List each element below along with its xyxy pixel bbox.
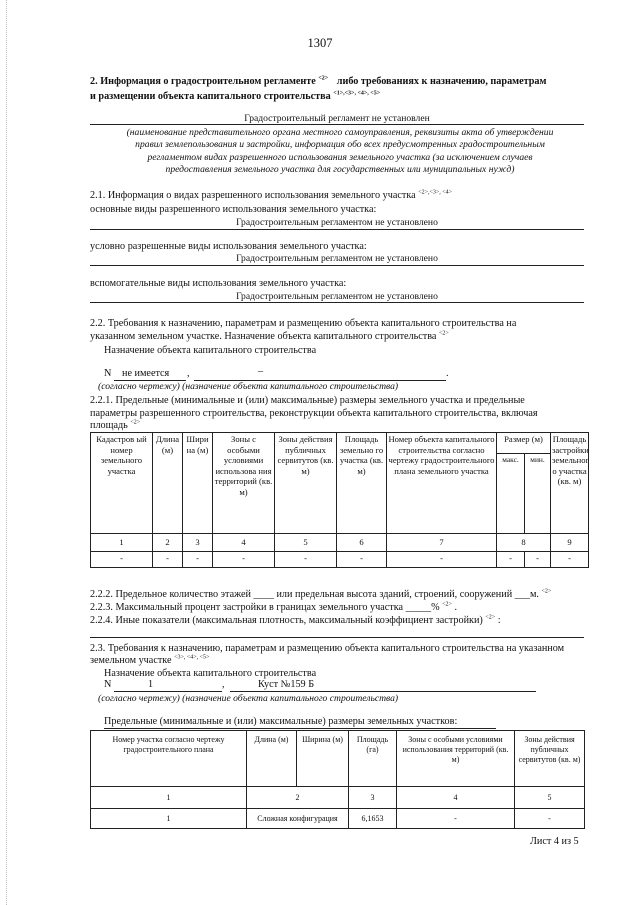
s22-n-label: N <box>104 368 112 379</box>
table-number-cell: 4 <box>397 787 515 809</box>
table-header-cell: Площадь (га) <box>349 731 397 787</box>
s224-tail: : <box>497 615 501 626</box>
table-header-cell: Шири на (м) <box>183 433 213 534</box>
s21-cond-label: условно разрешенные виды использования земельного участка: <box>90 241 367 252</box>
page-number: 1307 <box>307 36 333 50</box>
page-margin <box>6 0 7 905</box>
regulation-value: Градостроительный регламент не установлен <box>244 113 430 124</box>
table-header-cell: Длина (м) <box>153 433 183 534</box>
s21-cond-value: Градостроительным регламентом не установлено <box>236 253 438 264</box>
table-cell: - <box>275 552 337 568</box>
table-number-cell: 2 <box>247 787 349 809</box>
table-number-cell: 1 <box>91 787 247 809</box>
table-cell: 1 <box>91 809 247 829</box>
section2-heading-text: 2. Информация о градостроительном регламенте <box>90 76 316 87</box>
table-number-cell: 5 <box>275 534 337 552</box>
table-cell: - <box>525 552 551 568</box>
section2-heading-line2-text: и размещении объекта капитального строительства <box>90 91 331 102</box>
regulation-note-line: правил землепользования и застройки, информация обо всех предусмотренных градостроительным <box>135 139 545 151</box>
s23-purpose-label: Назначение объекта капитального строительства <box>104 668 317 679</box>
table-header-cell: Зоны с особыми условиями использования территорий (кв. м) <box>397 731 515 787</box>
table-header-cell: Номер объекта капитального строительства согласно чертежу градостроительного плана земельного участка <box>387 433 497 534</box>
section2-heading-tail: либо требованиях к назначению, параметрам <box>336 76 547 87</box>
s22-title-line2 <box>90 331 449 342</box>
regulation-note <box>90 127 590 177</box>
s223-sup: <2> <box>442 601 452 608</box>
table-cell: - <box>337 552 387 568</box>
table-header-cell: Зоны действия публичных сервитутов (кв. м) <box>275 433 337 534</box>
s21-title <box>90 190 452 201</box>
s224-text <box>90 615 501 626</box>
s22-n-dot: . <box>446 368 449 379</box>
s22-n-value: не имеется <box>122 368 170 379</box>
table-number-cell: 3 <box>183 534 213 552</box>
table-number-cell: 5 <box>515 787 585 809</box>
s223-text <box>90 602 457 613</box>
s21-aux-value: Градостроительным регламентом не установлено <box>236 291 438 302</box>
s223-tail: . <box>454 602 458 613</box>
sheet-footer: Лист 4 из 5 <box>530 836 579 847</box>
s23-line2 <box>90 655 209 666</box>
table-cell: - <box>213 552 275 568</box>
table-cell: Сложная конфигурация <box>247 809 349 829</box>
land-plots-table <box>90 730 585 829</box>
table-number-cell: 3 <box>349 787 397 809</box>
table-cell: - <box>153 552 183 568</box>
table-subheader-cell: мин. <box>525 454 551 534</box>
section2-heading-sup: <2> <box>318 75 329 82</box>
table-header-cell: Зоны действия публичных сервитутов (кв. м) <box>515 731 585 787</box>
s22-title-line2-text: указанном земельном участке. Назначение объекта капитального строительства <box>90 331 437 342</box>
s221-line2: параметры разрешенного строительства, реконструкции объекта капитального строительства, включая <box>90 408 538 419</box>
s23-object-name: Куст №159 Б <box>258 679 315 690</box>
table-header-cell: Площадь земельно го участка (кв. м) <box>337 433 387 534</box>
s23-object-underline <box>230 691 536 692</box>
table-header-cell: Зоны с особыми условиями использова ния территорий (кв. м) <box>213 433 275 534</box>
section2-heading-line2-sup: <1>,<3>, <4>, <5> <box>333 90 381 97</box>
table-row <box>91 552 589 568</box>
s21-aux-label: вспомогательные виды использования земельного участка: <box>90 278 347 289</box>
s23-n-label: N <box>104 679 112 690</box>
table-cell: - <box>387 552 497 568</box>
s21-main-label: основные виды разрешенного использования земельного участка: <box>90 204 377 215</box>
table-header-cell: Ширина (м) <box>297 731 349 787</box>
s21-main-value: Градостроительным регламентом не установлено <box>236 217 438 228</box>
s21-cond-underline <box>90 265 584 266</box>
s23-line2-text: земельном участке <box>90 655 172 666</box>
regulation-note-line: (наименование представительного органа местного самоуправления, реквизиты акта об утверждении <box>126 127 554 138</box>
section2-heading <box>90 76 546 87</box>
s221-line3 <box>90 420 140 431</box>
s21-title-text: 2.1. Информация о видах разрешенного использования земельного участка <box>90 190 416 201</box>
table-header-row <box>91 433 589 454</box>
table-number-cell: 8 <box>497 534 551 552</box>
parameters-table <box>90 432 589 568</box>
regulation-underline <box>90 124 584 125</box>
table-cell: - <box>515 809 585 829</box>
table-cell: - <box>397 809 515 829</box>
s23-n-value: 1 <box>148 679 154 690</box>
table-header-cell: Номер участка согласно чертежу градостроительного плана <box>91 731 247 787</box>
table-cell: - <box>497 552 525 568</box>
s22-purpose-label: Назначение объекта капитального строительства <box>104 345 317 356</box>
table-number-cell: 4 <box>213 534 275 552</box>
s224-underline <box>90 637 584 638</box>
table-number-row <box>91 787 585 809</box>
s224-text-content: 2.2.4. Иные показатели (максимальная плотность, максимальный коэффициент застройки) <box>90 615 483 626</box>
table-number-row <box>91 534 589 552</box>
s221-line3-text: площадь <box>90 420 128 431</box>
table-number-cell: 6 <box>337 534 387 552</box>
s22-n-comma: , <box>187 368 190 379</box>
table-cell: - <box>91 552 153 568</box>
table-subheader-cell: макс. <box>497 454 525 534</box>
s23-n-comma: , <box>222 679 225 690</box>
s22-title-line1: 2.2. Требования к назначению, параметрам и размещению объекта капитального строительства на <box>90 318 517 329</box>
table-header-cell: Размер (м) <box>497 433 551 454</box>
table-header-cell: Длина (м) <box>247 731 297 787</box>
table-number-cell: 2 <box>153 534 183 552</box>
table-cell: - <box>183 552 213 568</box>
table-number-cell: 1 <box>91 534 153 552</box>
table-cell: 6,1653 <box>349 809 397 829</box>
s22-object-dash: – <box>258 366 264 377</box>
regulation-note-line: регламентом видах разрешенного использования земельного участка (за исключением случаев <box>147 151 533 163</box>
s23-limits-underline <box>104 728 496 729</box>
s22-n-note: (согласно чертежу) (назначение объекта капитального строительства) <box>98 381 399 392</box>
s23-n-note: (согласно чертежу) (назначение объекта капитального строительства) <box>98 693 399 704</box>
s22-title-line2-sup: <2> <box>439 330 449 337</box>
table-header-row <box>91 731 585 787</box>
s21-title-sup: <2>,<3>, <4> <box>418 189 452 196</box>
s222-text <box>90 589 551 600</box>
regulation-note-line: предоставления земельного участка для государственных или муниципальных нужд) <box>165 164 515 176</box>
s21-aux-underline <box>90 302 584 303</box>
s23-line1: 2.3. Требования к назначению, параметрам и размещению объекта капитального строительства на указанном <box>90 643 565 654</box>
s23-limits-title: Предельные (минимальные и (или) максимальные) размеры земельных участков: <box>104 716 458 727</box>
s222-sup: <2> <box>541 588 552 595</box>
s23-n-underline <box>114 691 222 692</box>
s23-line2-sup: <3>, <4>, <5> <box>174 654 210 661</box>
table-number-cell: 9 <box>551 534 589 552</box>
table-header-cell: Площадь застройки земельног о участка (кв. м) <box>551 433 589 534</box>
s221-line1: 2.2.1. Предельные (минимальные и (или) максимальные) размеры земельного участка и предельные <box>90 395 525 406</box>
s221-line3-sup: <2> <box>130 419 141 426</box>
table-header-cell: Кадастров ый номер земельного участка <box>91 433 153 534</box>
s21-main-underline <box>90 229 584 230</box>
table-row <box>91 809 585 829</box>
s224-sup: <2> <box>485 614 496 621</box>
table-cell: - <box>551 552 589 568</box>
s223-text-content: 2.2.3. Максимальный процент застройки в границах земельного участка _____% <box>90 602 440 613</box>
table-number-cell: 7 <box>387 534 497 552</box>
s222-text-content: 2.2.2. Предельное количество этажей ____ или предельная высота зданий, строений, сооружений ___м. <box>90 589 539 600</box>
section2-heading-line2 <box>90 91 380 102</box>
